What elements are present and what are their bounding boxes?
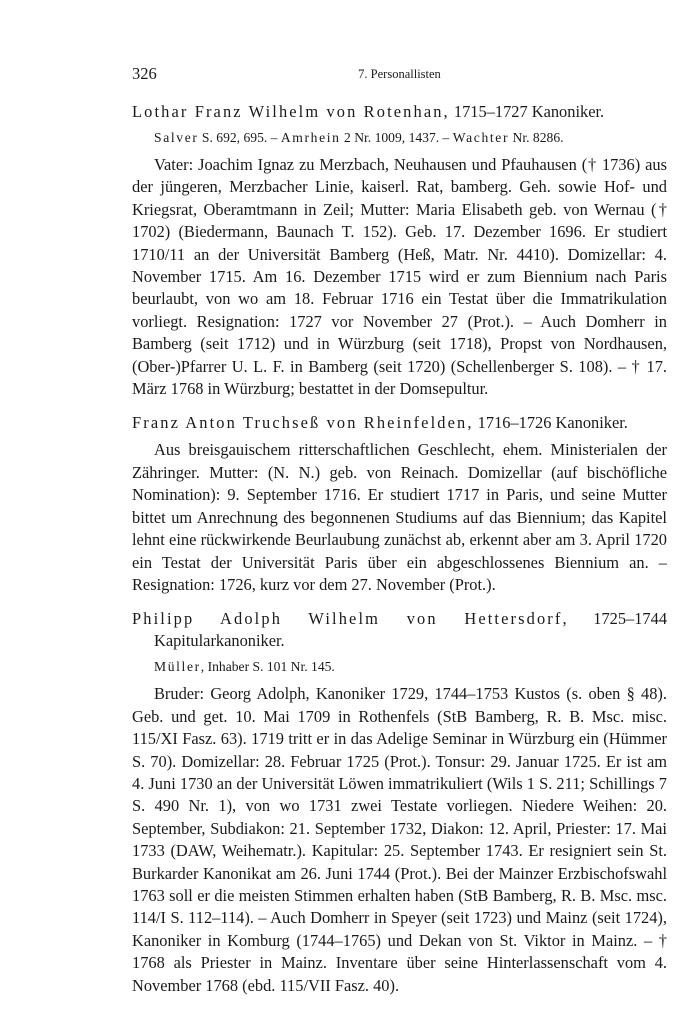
page-content bbox=[132, 101, 667, 1009]
entry-body: Bruder: Georg Adolph, Kanoniker 1729, 1744–1753 Kustos (s. oben § 48). Geb. und get. 10. Mai 1709 in Rothenfels (StB Bamberg, R. B. Msc. misc. 115/XI Fasz. 63). 1719 tritt er in das Adelige Seminar in Würzburg ein (Hümmer S. 70). Domizellar: 28. Februar 1725 (Prot.). Tonsur: 29. Januar 1725. Er ist am 4. Juni 1730 an der Universität Löwen immatrikuliert (Wils 1 S. 211; Schillings 7 S. 490 Nr. 1), von wo 1731 zwei Testate vorliegen. Niedere Weihen: 20. September, Subdiakon: 21. September 1732, Diakon: 12. April, Priester: 17. Mai 1733 (DAW, Weihematr.). Kapitular: 25. September 1743. Er resigniert sein St. Burkarder Kanonikat am 26. Juni 1744 (Prot.). Bei der Mainzer Erzbischofswahl 1763 soll er die meisten Stimmen erhalten haben (StB Bamberg, R. B. Msc. msc. 114/I S. 112–114). – Auch Domherr in Speyer (seit 1723) und Mainz (seit 1724), Kanoniker in Komburg (1744–1765) und Dekan von St. Viktor in Mainz. – † 1768 als Priester in Mainz. Inventare über seine Hinterlassenschaft vom 4. November 1768 (ebd. 115/VII Fasz. 40). bbox=[132, 684, 667, 995]
reference-author: Wachter bbox=[452, 130, 510, 145]
entry-rotenhan bbox=[132, 101, 667, 400]
person-name: Franz Anton Truchseß von Rheinfelden, bbox=[132, 413, 474, 433]
entry-truchsess bbox=[132, 412, 667, 596]
reference-author: Müller bbox=[154, 659, 201, 675]
reference-author: Salver bbox=[154, 130, 199, 145]
entry-references bbox=[154, 128, 667, 148]
reference-detail: Nr. 8286. bbox=[509, 130, 564, 145]
entry-references bbox=[154, 657, 667, 677]
entry-heading bbox=[132, 608, 667, 652]
entry-dates-role: 1716–1726 Kanoniker. bbox=[473, 413, 628, 433]
reference-author: Amrhein bbox=[280, 130, 341, 145]
entry-heading bbox=[132, 101, 667, 123]
running-head bbox=[132, 64, 667, 86]
entry-dates-role: 1715–1727 Kanoniker. bbox=[449, 102, 605, 121]
reference-detail: S. 692, 695. – bbox=[198, 130, 281, 145]
reference-detail: , Inhaber S. 101 Nr. 145. bbox=[200, 659, 335, 675]
person-name: Lothar Franz Wilhelm von Rotenhan, bbox=[132, 102, 450, 121]
entry-body: Aus breisgauischem ritterschaftlichen Geschlecht, ehem. Ministerialen der Zähringer. Mutter: (N. N.) geb. von Reinach. Domizellar (auf bischöfliche Nomination): 9. September 1716. Er studiert 1717 in Paris, und seine Mutter bittet um Anrechnung des begonnenen Studiums auf das Biennium; das Kapitel lehnt eine rückwirkende Beurlaubung zunächst ab, erkennt aber am 3. April 1720 ein Testat der Universität Paris über ein abgeschlossenes Biennium an. – Resignation: 1726, kurz vor dem 27. November (Prot.). bbox=[132, 440, 667, 594]
entry-heading bbox=[132, 412, 667, 434]
person-name: Philipp Adolph Wilhelm von Hettersdorf, bbox=[132, 609, 569, 629]
page-number: 326 bbox=[132, 64, 157, 83]
reference-detail: 2 Nr. 1009, 1437. – bbox=[340, 130, 453, 145]
entry-dates-role: 1725–1744 Kapitularkanoniker. bbox=[154, 609, 668, 651]
entry-hettersdorf bbox=[132, 608, 667, 997]
entry-body: Vater: Joachim Ignaz zu Merzbach, Neuhausen und Pfauhausen († 1736) aus der jüngeren, Merzbacher Linie, kaiserl. Rat, bamberg. Geh. sowie Hof- und Kriegsrat, Oberamtmann in Zeil; Mutter: Maria Elisabeth geb. von Wernau († 1702) (Biedermann, Baunach T. 152). Geb. 17. Dezember 1696. Er studiert 1710/11 an der Universität Bamberg (Heß, Matr. Nr. 4410). Domizellar: 4. November 1715. Am 16. Dezember 1715 wird er zum Biennium nach Paris beurlaubt, von wo am 18. Februar 1716 ein Testat über die Immatrikulation vorliegt. Resignation: 1727 vor November 27 (Prot.). – Auch Domherr in Bamberg (seit 1712) und in Würzburg (seit 1718), Propst von Nordhausen, (Ober-)Pfarrer U. L. F. in Bamberg (seit 1720) (Schellenberger S. 108). – † 17. März 1768 in Würzburg; bestattet in der Domsepultur. bbox=[132, 155, 667, 399]
chapter-title: 7. Personallisten bbox=[358, 67, 441, 81]
